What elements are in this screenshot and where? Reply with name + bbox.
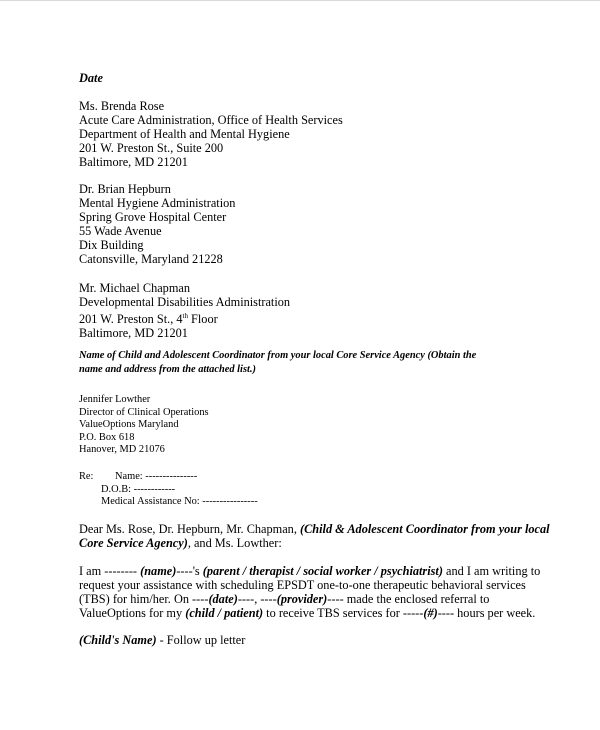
recipient-street: 201 W. Preston St., 4th Floor xyxy=(79,312,218,327)
recipient-line: Dr. Brian Hepburn xyxy=(79,182,171,196)
recipient-line: 201 W. Preston St., Suite 200 xyxy=(79,141,224,155)
recipient-line: Catonsville, Maryland 21228 xyxy=(79,252,223,266)
re-name: Name: --------------- xyxy=(115,471,198,482)
address-line: P.O. Box 618 xyxy=(79,431,135,443)
salutation: Dear Ms. Rose, Dr. Hepburn, Mr. Chapman, (Child & Adolescent Coordinator from your local Core Service Agency), and Ms. Lowther: xyxy=(79,522,550,550)
recipient-line: Developmental Disabilities Administration xyxy=(79,295,291,309)
recipient-chapman xyxy=(79,281,290,340)
recipient-line: Spring Grove Hospital Center xyxy=(79,210,227,224)
recipient-line: Department of Health and Mental Hygiene xyxy=(79,127,290,141)
re-block xyxy=(79,471,258,509)
body-paragraph: I am -------- (name)----'s (parent / therapist / social worker / psychiatrist) and I am writing to request your assistance with scheduling EPSDT one-to-one therapeutic behavioral services (TBS) for him/her. On ----(date)----, ----(provider)---- made the enclosed referral to ValueOptions for my (child / patient) to receive TBS services for -----(#)---- hours per week. xyxy=(79,564,541,620)
recipient-line: 55 Wade Avenue xyxy=(79,224,162,238)
recipient-rose xyxy=(79,99,343,169)
followup-line: (Child's Name) - Follow up letter xyxy=(79,633,246,647)
recipient-line: Dix Building xyxy=(79,238,144,252)
recipient-line: Mr. Michael Chapman xyxy=(79,281,190,295)
address-line: Hanover, MD 21076 xyxy=(79,444,165,455)
recipient-line: Mental Hygiene Administration xyxy=(79,196,236,210)
recipient-line: Baltimore, MD 21201 xyxy=(79,326,188,341)
recipient-line: Ms. Brenda Rose xyxy=(79,99,165,113)
re-dob: D.O.B: ------------ xyxy=(101,483,176,495)
recipient-line: Baltimore, MD 21201 xyxy=(79,155,188,169)
recipient-line: Acute Care Administration, Office of Health Services xyxy=(79,113,343,127)
re-label: Re: xyxy=(79,471,94,482)
address-line: ValueOptions Maryland xyxy=(79,419,179,430)
valueoptions-address xyxy=(79,394,209,457)
address-line: Jennifer Lowther xyxy=(79,394,151,405)
re-ma: Medical Assistance No: ---------------- xyxy=(101,496,258,507)
recipient-hepburn xyxy=(79,182,235,266)
date-heading: Date xyxy=(79,71,103,85)
coordinator-note: Name of Child and Adolescent Coordinator from your local Core Service Agency (Obtain the name and address from the attached list.) xyxy=(79,350,477,375)
address-line: Director of Clinical Operations xyxy=(79,406,209,418)
